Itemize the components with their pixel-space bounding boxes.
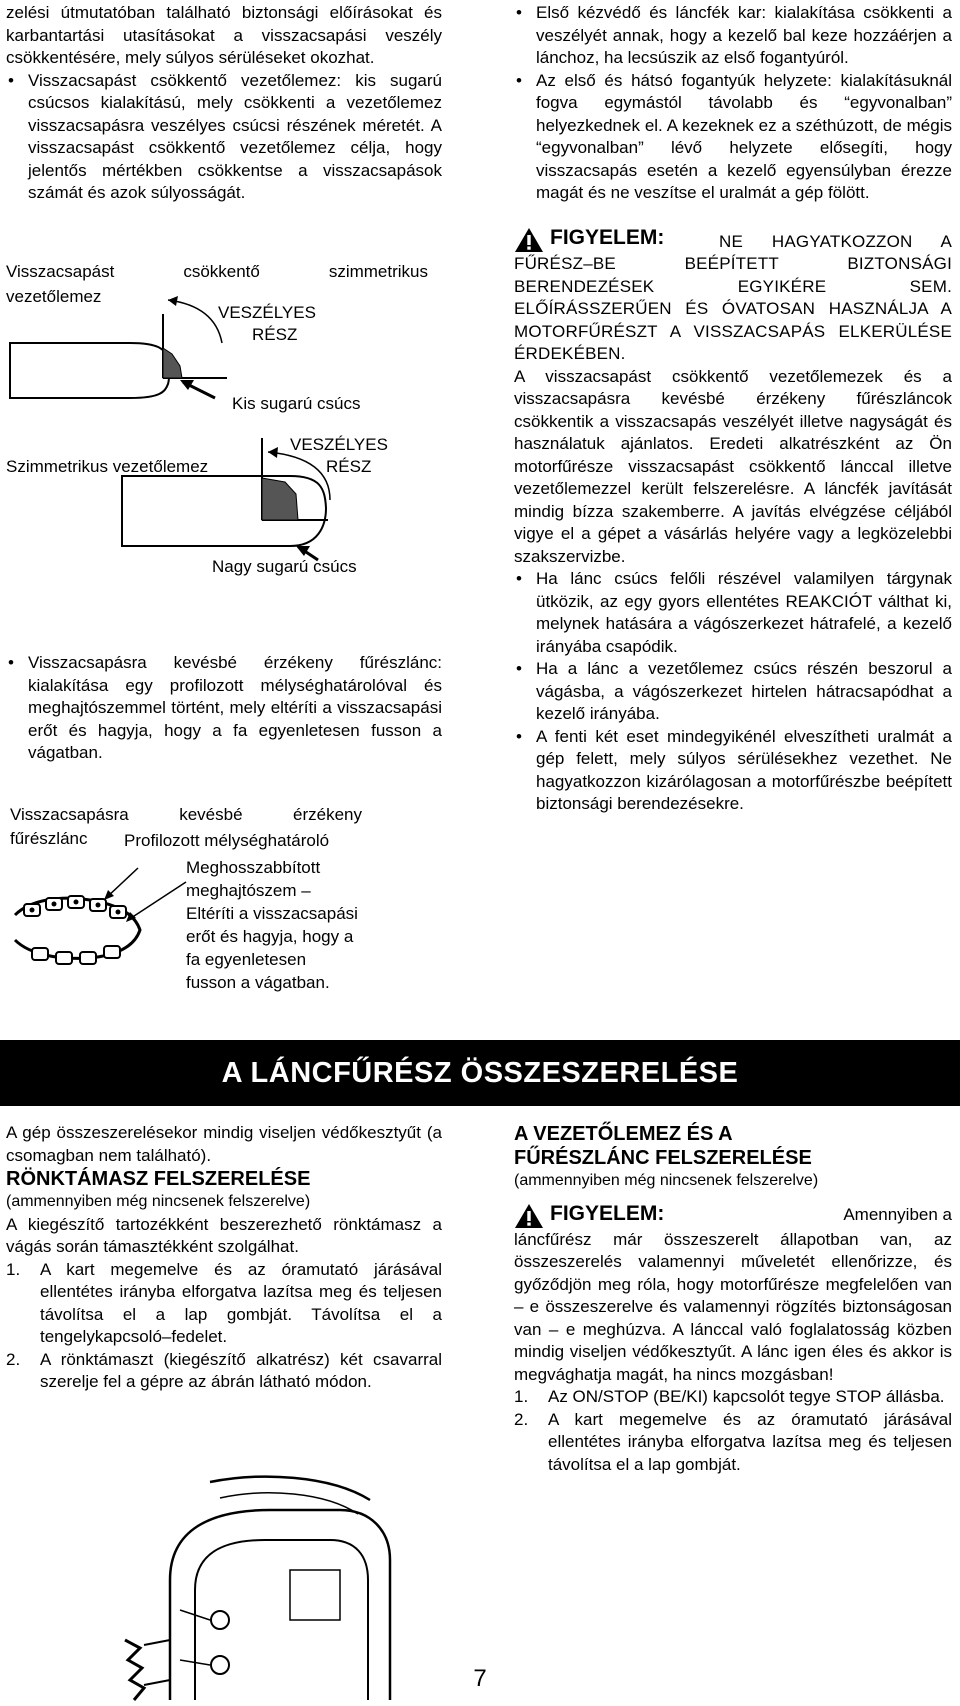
danger-zone-2-l2: RÉSZ	[326, 457, 372, 476]
bar-step-2-number: 2.	[514, 1409, 529, 1429]
bar-step-2-text: A kart megemelve és az óramutató járásával ellentétes irányba elforgatva lazítsa meg és teljesen távolítsa el a lap gombját.	[548, 1409, 952, 1474]
danger-zone-1-l1: VESZÉLYES	[218, 303, 316, 322]
log-support-text: A kiegészítő tartozékként beszerezhető rönktámasz a vágás során támasztékként szolgálhat.	[6, 1214, 442, 1256]
bar-step-1-number: 1.	[514, 1387, 529, 1406]
fig-bar-title-l2: vezetőlemez	[6, 287, 102, 306]
symmetric-bar-label: Szimmetrikus vezetőlemez	[6, 457, 209, 476]
bullet-loss-of-control: • A fenti két eset mindegyikénél elveszítheti uralmát a gép felett, mely súlyos sérülésekhez vezethet. Ne hagyatkozzon kizárólagosan a motorfűrészbe beépített biztonsági berendezésekre.	[514, 726, 952, 816]
depth-gauge-label: Profilozott mélységhatároló	[124, 831, 330, 850]
bar-step-2	[514, 1409, 952, 1477]
bullet-hand-guard: • Első kézvédő és láncfék kar: kialakítása csökkenti a veszélyét annak, hogy a kezelő bal keze hozzáérjen a lánchoz, ha lecsúszik az első fogantyúról.	[514, 2, 952, 70]
log-step-2-number: 2.	[6, 1349, 21, 1369]
warning-2-first: Amennyiben a	[843, 1204, 952, 1224]
bullet-handles: • Az első és hátsó fogantyúk helyzete: kialakításuknál fogva egymástól távolabb és “egyvonalban” helyezkednek el. A kezeknek ez a széthúzott, de mégis “egyvonalban” lévő helyzete elősegíti, hogy visszacsapás esetén a kezelő egyensúlyban érezze magát és ne veszítse el uralmát a gép fölött.	[514, 70, 952, 205]
large-radius-tip-label: Nagy sugarú csúcs	[212, 557, 357, 576]
drive-link-l5: fa egyenletesen	[186, 950, 307, 969]
bar-chain-subheading: (ammennyiben még nincsenek felszerelve)	[514, 1172, 819, 1189]
drive-link-l3: Eltéríti a visszacsapási	[186, 904, 358, 923]
small-radius-tip-label: Kis sugarú csúcs	[232, 394, 361, 413]
bar-step-1-text: Az ON/STOP (BE/KI) kapcsolót tegye STOP állásba.	[548, 1387, 945, 1406]
drive-link-l1: Meghosszabbított	[186, 858, 321, 877]
warning-2-body: láncfűrész már összeszerelt állapotban van, az összeszerelés valamennyi műveletét ellenőrizze, és győződjön meg róla, hogy motorfűrésze megfelelően van – e összeszerelve és valamennyi rögzítés biztonságosan van – e meghúzva. A lánccal való foglalatosság közben mindig viseljen védőkesztyűt. A lánc igen éles és akkor is megvághatja magát, ha nincs mozgásban!	[514, 1229, 952, 1384]
chain-drawing	[10, 860, 200, 980]
bullet-reaction: • Ha lánc csúcs felőli részével valamilyen tárgynak ütközik, az egy gyors ellentétes REAKCIÓT válthat ki, melynek hatására a vágószerkezet hátrafelé, a kezelő irányába csapódik.	[514, 568, 952, 658]
guide-bar-figure	[0, 258, 440, 638]
bullet-kickback-bar: • Visszacsapást csökkentő vezetőlemez: kis sugarú csúcsos kialakítású, mely csökkenti a vezetőlemez visszacsapásra veszélyes csúcsi részének méretét. A visszacsapást csökkentő vezetőlemez célja, hogy jelentős mértékben csökkentse a visszacsapások számát és azok súlyosságát.	[6, 70, 442, 205]
bullet-pinch: • Ha a lánc a vezetőlemez csúcs részén beszorul a vágásba, a vágószerkezet hirtelen hátracsapódhat a kezelő irányába.	[514, 658, 952, 726]
warning-1-body: A visszacsapást csökkentő vezetőlemezek és a visszacsapásra kevésbé érzékeny fűrészláncok csökkentik a visszacsapás veszélyét illetve nagyságát és használatuk ajánlatos. Eredeti alkatrészként az Ön motorfűrésze visszacsapást csökkentő lánccal illetve vezetőlemezzel került felszerelésre. A láncfék javítását mindig bízza szakemberre. A javítás elvégzése céljából vigye el a gépet a vásárlás helyére vagy a legközelebbi szakszervizbe.	[514, 366, 952, 566]
danger-zone-2-l1: VESZÉLYES	[290, 435, 388, 454]
fig-chain-title-l2: fűrészlánc	[10, 829, 88, 848]
bar-chain-heading-l1: A VEZETŐLEMEZ ÉS A	[514, 1123, 733, 1145]
log-step-1-text: A kart megemelve és az óramutató járásával ellentétes irányba elforgatva lazítsa meg és teljesen távolítsa el a lap gombját. Távolítsa el a tengelykapcsoló–fedelet.	[40, 1259, 442, 1346]
fig-bar-title-l1: Visszacsapást csökkentő szimmetrikus	[6, 262, 428, 281]
fig-chain-title-text: Visszacsapásra kevésbé érzékeny	[10, 805, 362, 824]
left-column-mid	[6, 652, 442, 765]
warning-2-label: FIGYELEM:	[550, 1201, 665, 1225]
right-column-bottom	[514, 1122, 952, 1476]
section-banner: A LÁNCFŰRÉSZ ÖSSZESZERELÉSE	[0, 1040, 960, 1106]
warning-triangle-icon	[514, 227, 544, 253]
left-column-top	[6, 2, 442, 205]
fig-chain-title-l1	[10, 804, 362, 825]
chain-figure	[0, 800, 440, 1020]
log-step-2	[6, 1349, 442, 1394]
left-column-bottom	[6, 1122, 442, 1394]
log-step-2-text: A rönktámaszt (kiegészítő alkatrész) két csavarral szerelje fel a gépre az ábrán látható módon.	[40, 1349, 442, 1391]
right-column-top	[514, 2, 952, 816]
bullet-low-kickback-chain: • Visszacsapásra kevésbé érzékeny fűrészlánc: kialakítása egy profilozott mélységhatárolóval és meghajtószemmel történt, mely eltéríti a visszacsapási erőt és hagyja, hogy a fa egyenletesen fusson a vágatban.	[6, 652, 442, 765]
warning-triangle-icon	[514, 1203, 544, 1229]
log-step-1-number: 1.	[6, 1259, 21, 1279]
drive-link-l4: erőt és hagyja, hogy a	[186, 927, 354, 946]
warning-2-header	[514, 1203, 952, 1229]
danger-zone-1-l2: RÉSZ	[252, 325, 298, 344]
intro-paragraph: zelési útmutatóban található biztonsági előírásokat és karbantartási utasításokat a visszacsapási veszély csökkentésére, mely súlyos sérüléseket okozhat.	[6, 3, 442, 67]
log-support-subheading: (ammennyiben még nincsenek felszerelve)	[6, 1193, 311, 1210]
assembly-intro: A gép összeszerelésekor mindig viseljen védőkesztyűt (a csomagban nem található).	[6, 1123, 442, 1165]
log-support-heading: RÖNKTÁMASZ FELSZERELÉSE	[6, 1168, 311, 1190]
log-step-1	[6, 1259, 442, 1349]
warning-1-caps: NE HAGYATKOZZON A FŰRÉSZ–BE BEÉPÍTETT BIZTONSÁGI BERENDEZÉSEK EGYIKÉRE SEM. ELŐÍRÁSSZERŰEN ÉS ÓVATOSAN HASZNÁLJA A MOTORFŰRÉSZT A VISSZACSAPÁS ELKERÜLÉSE ÉRDEKÉBEN.	[514, 231, 952, 363]
drive-link-l2: meghajtószem –	[186, 881, 311, 900]
bar-step-1	[514, 1386, 952, 1409]
drive-link-l6: fusson a vágatban.	[186, 973, 330, 992]
page-number: 7	[473, 1665, 487, 1692]
bar-chain-heading-l2: FŰRÉSZLÁNC FELSZERELÉSE	[514, 1147, 812, 1169]
warning-1-label: FIGYELEM:	[550, 225, 665, 249]
